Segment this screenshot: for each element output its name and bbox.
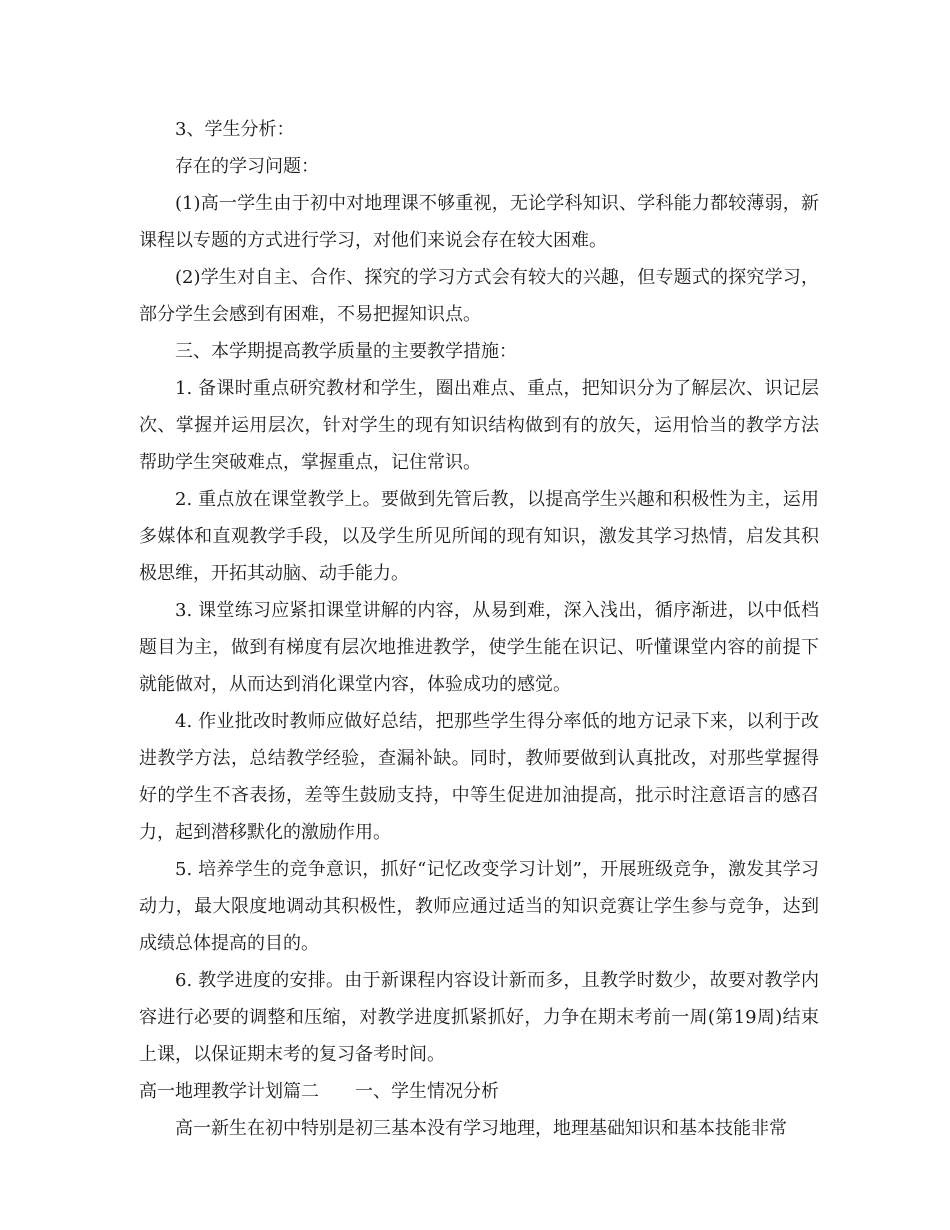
paragraph-learning-problems-heading: 存在的学习问题： bbox=[175, 156, 319, 177]
paragraph-measure-2: 2. 重点放在课堂教学上。要做到先管后教，以提高学生兴趣和积极性为主，运用多媒体和直观教学手段，以及学生所见所闻的现有知识，激发其学习热情，启发其积极思维，开拓其动脑、动手能力。 bbox=[139, 489, 819, 584]
paragraph-section-two-heading: 高一地理教学计划篇二 一、学生情况分析 bbox=[139, 1081, 499, 1102]
paragraph-measure-3: 3. 课堂练习应紧扣课堂讲解的内容，从易到难，深入浅出，循序渐进，以中低档题目为主，做到有梯度有层次地推进教学，使学生能在识记、听懂课堂内容的前提下就能做对，从而达到消化课堂内容，体验成功的感觉。 bbox=[139, 600, 819, 695]
paragraph-measure-6: 6. 教学进度的安排。由于新课程内容设计新而多，且教学时数少，故要对教学内容进行必要的调整和压缩，对教学进度抓紧抓好，力争在期末考前一周(第19周)结束上课，以保证期末考的复习备考时间。 bbox=[139, 970, 819, 1065]
paragraph-measures-heading: 三、本学期提高教学质量的主要教学措施： bbox=[175, 341, 517, 362]
paragraph-measure-5: 5. 培养学生的竞争意识，抓好“记忆改变学习计划”，开展班级竞争，激发其学习动力，最大限度地调动其积极性，教师应通过适当的知识竞赛让学生参与竞争，达到成绩总体提高的目的。 bbox=[139, 859, 819, 954]
paragraph-student-situation: 高一新生在初中特别是初三基本没有学习地理，地理基础知识和基本技能非常 bbox=[175, 1118, 787, 1139]
paragraph-problem-2: (2)学生对自主、合作、探究的学习方式会有较大的兴趣，但专题式的探究学习，部分学生会感到有困难，不易把握知识点。 bbox=[139, 267, 819, 325]
document-body bbox=[139, 111, 819, 1147]
paragraph-measure-4: 4. 作业批改时教师应做好总结，把那些学生得分率低的地方记录下来，以利于改进教学方法，总结教学经验，查漏补缺。同时，教师要做到认真批改，对那些掌握得好的学生不吝表扬，差等生鼓励支持，中等生促进加油提高，批示时注意语言的感召力，起到潜移默化的激励作用。 bbox=[139, 711, 819, 843]
paragraph-student-analysis-heading: 3、学生分析： bbox=[175, 119, 295, 140]
paragraph-problem-1: (1)高一学生由于初中对地理课不够重视，无论学科知识、学科能力都较薄弱，新课程以专题的方式进行学习，对他们来说会存在较大困难。 bbox=[139, 193, 819, 251]
paragraph-measure-1: 1. 备课时重点研究教材和学生，圈出难点、重点，把知识分为了解层次、识记层次、掌握并运用层次，针对学生的现有知识结构做到有的放矢，运用恰当的教学方法帮助学生突破难点，掌握重点，记住常识。 bbox=[139, 378, 819, 473]
